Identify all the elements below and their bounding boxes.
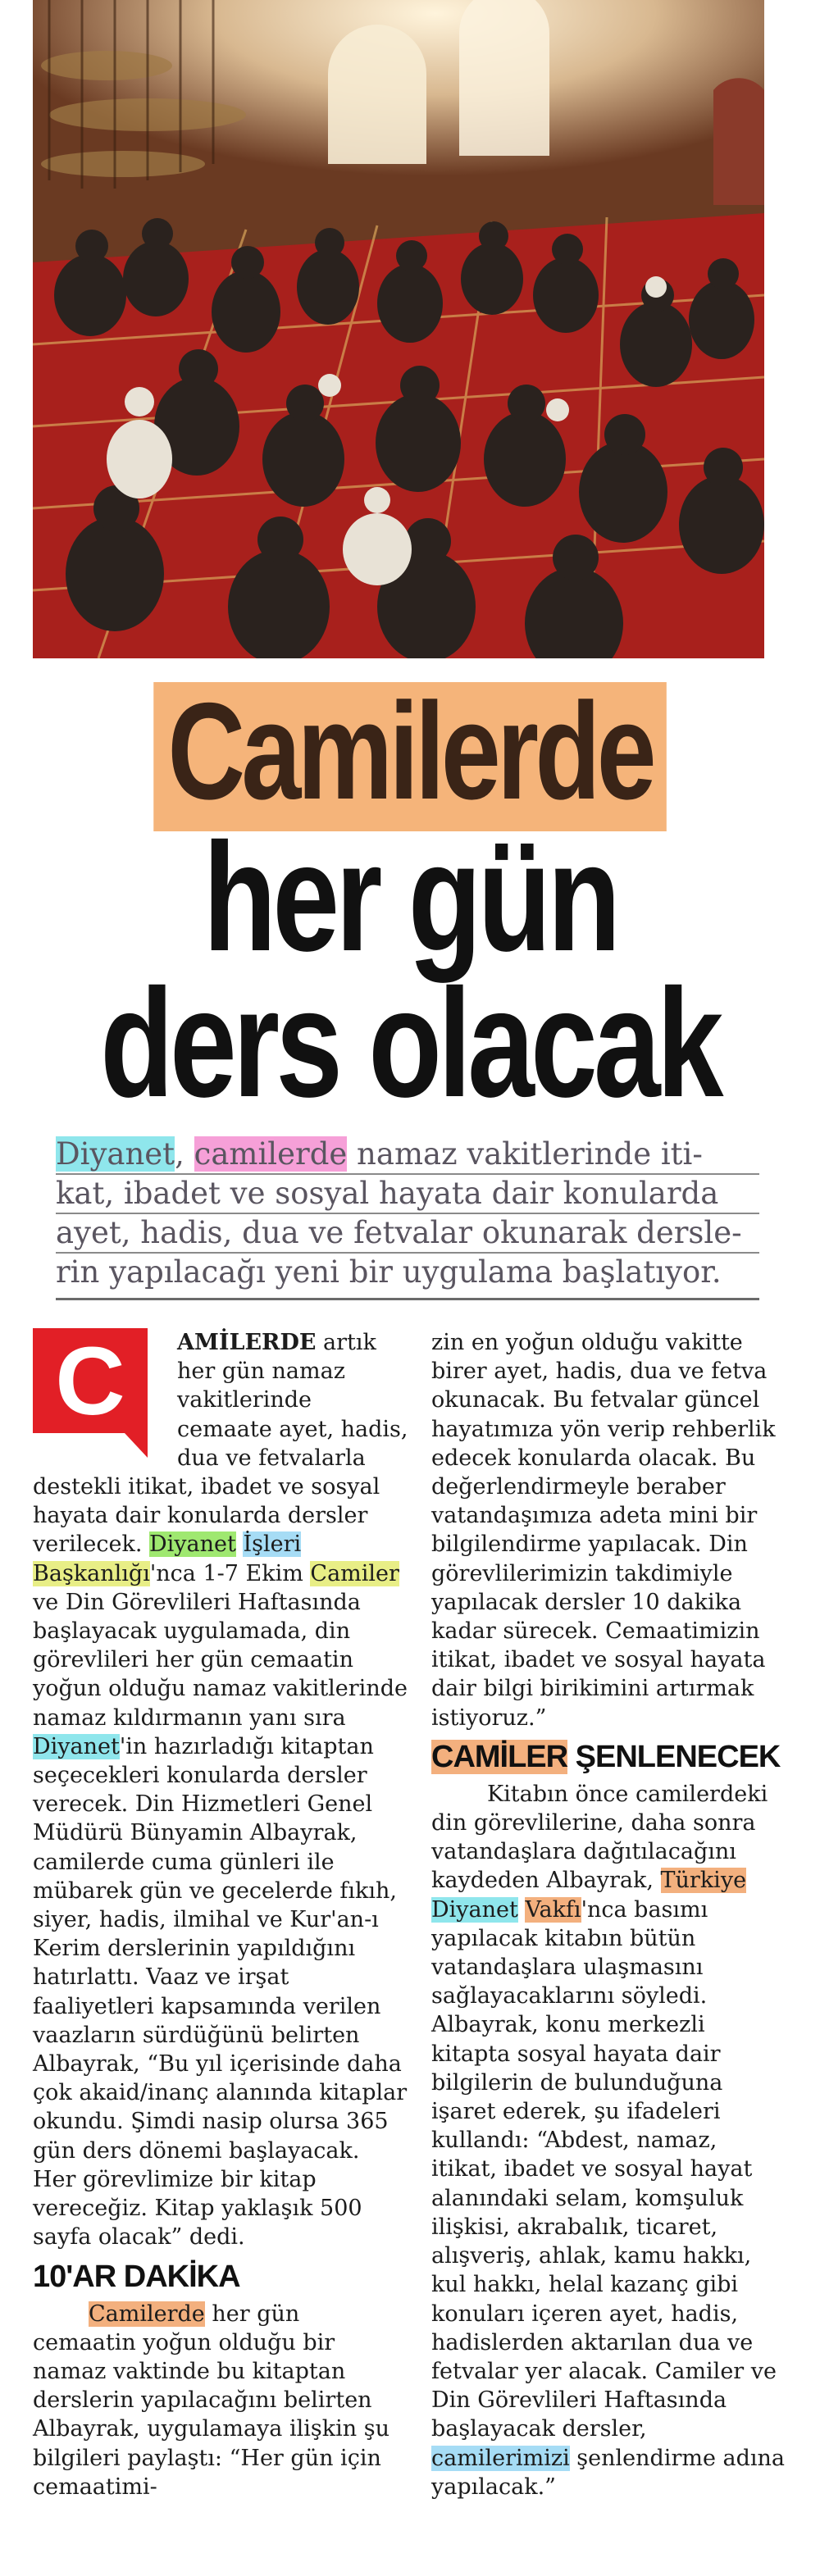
deck-line-3: ayet, hadis, dua ve fetvalar okunarak dersle- — [56, 1214, 759, 1254]
article-photo — [33, 0, 764, 658]
deck-line-1: Diyanet, camilerde namaz vakitlerinde iti- — [56, 1136, 759, 1175]
deck-line-4: rin yapılacağı yeni bir uygulama başlatıyor. — [56, 1254, 722, 1290]
mosque-congregation-image — [33, 0, 764, 658]
highlight-vakfi: Vakfı — [525, 1896, 581, 1923]
highlight-camiler: Camiler — [310, 1560, 399, 1586]
headline-line-3: ders olacak — [100, 957, 720, 1129]
highlight-baskanligi: Başkanlığı — [33, 1560, 150, 1586]
paragraph-3: zin en yoğun olduğu vakitte birer ayet, hadis, dua ve fetva okunacak. Bu fetvalar güncel hayatımıza yön verip rehberlik edecek konularda olacak. Bu değerlendirmeyle beraber vatandaşımıza adeta mini bir bilgilendirme yapılacak. Din görevlilerimizin takdimiyle yapılacak dersler 10 dakika kadar sürecek. Cemaatimizin itikat, ibadet ve sosyal hayata dair bilgi birikimini artırmak istiyoruz.” — [431, 1330, 776, 1731]
lead-word: AMİLERDE — [177, 1330, 317, 1355]
highlight-diyanet: Diyanet — [149, 1531, 236, 1558]
article-column-1 — [33, 1328, 408, 2501]
drop-cap-letter: C — [55, 1327, 125, 1436]
paragraph-4: Kitabın önce camilerdeki din görevlilerine, daha sonra vatandaşlara dağıtılacağını kaydeden Albayrak, Türkiye Diyanet Vakfı'nca basımı yapılacak kitabın bütün vatandaşlara ulaşmasını sağlayacaklarını söyledi. Albayrak, konu merkezli kitapta sosyal hayata dair bilgilerin de bulunduğuna işaret ederek, şu ifadeleri kullandı: “Abdest, namaz, itikat, ibadet ve sosyal hayat alanındaki selam, komşuluk ilişkisi, akrabalık, ticaret, alışveriş, ahlak, kamu hakkı, kul hakkı, helal kazanç gibi konuları içeren ayet, hadis, hadislerden aktarılan dua ve fetvalar yer alacak. Camiler ve Din Görevlileri Haftasında başlayacak dersler, camilerimizi şenlendirme adına yapılacak.” — [431, 1781, 786, 2500]
highlight-isleri: İşleri — [243, 1531, 302, 1558]
headline-highlighted-word: Camilerde — [153, 682, 667, 831]
headline-line-1 — [0, 674, 820, 831]
article-column-2 — [431, 1328, 789, 2501]
paragraph-1: AMİLERDE artık her gün namaz vakitlerinde cemaate ayet, hadis, dua ve fetvalarla destekli itikat, ibadet ve sosyal hayata dair konularda dersler verilecek. Diyanet İşleri Başkanlığı'nca 1-7 Ekim Camiler ve Din Görevlileri Haftasında başlayacak uygulamada, din görevlileri her gün cemaatin yoğun olduğu namaz vakitlerinde namaz kıldırmanın yanı sıra Diyanet'in hazırladığı kitaptan seçecekleri konularda dersler verecek. Din Hizmetleri Genel Müdürü Bünyamin Albayrak, camilerde cuma günleri ile mübarek gün ve gecelerde fıkıh, siyer, hadis, ilmihal ve Kur'an-ı Kerim derslerinin yapıldığını hatırlattı. Vaaz ve irşat faaliyetleri kapsamında verilen vaazların sürdüğünü belirten Albayrak, “Bu yıl içerisinde daha çok akaid/inanç alanında kitaplar okundu. Şimdi nasip olursa 365 gün ders dönemi başlayacak. Her görevlimize bir kitap vereceğiz. Kitap yaklaşık 500 sayfa olacak” dedi. — [33, 1330, 408, 2251]
highlight-camilerimizi: camilerimizi — [431, 2445, 570, 2471]
deck-highlight-diyanet: Diyanet — [56, 1136, 175, 1172]
highlight-turkiye: Türkiye — [660, 1868, 747, 1894]
subhead-10ar-dakika: 10'AR DAKİKA — [33, 2259, 240, 2294]
subhead-highlight-camiler: CAMİLER — [431, 1739, 568, 1774]
article-deck — [56, 1136, 759, 1300]
subhead-camiler-senlenecek: CAMİLER ŞENLENECEK — [431, 1739, 781, 1774]
headline-line-2: her gün — [203, 811, 617, 983]
highlight-diyanet-2: Diyanet — [33, 1733, 120, 1759]
drop-cap — [33, 1328, 166, 1446]
highlight-camilerde: Camilerde — [89, 2301, 205, 2327]
paragraph-2: Camilerde her gün cemaatin yoğun olduğu bir namaz vaktinde bu kitaptan derslerin yapılacağını belirten Albayrak, uygulamaya ilişkin şu bilgileri paylaştı: “Her gün için cemaatimi- — [33, 2301, 390, 2500]
deck-highlight-camilerde: camilerde — [194, 1136, 348, 1172]
highlight-diyanet-3: Diyanet — [431, 1896, 518, 1923]
deck-line-2: kat, ibadet ve sosyal hayata dair konularda — [56, 1175, 759, 1214]
